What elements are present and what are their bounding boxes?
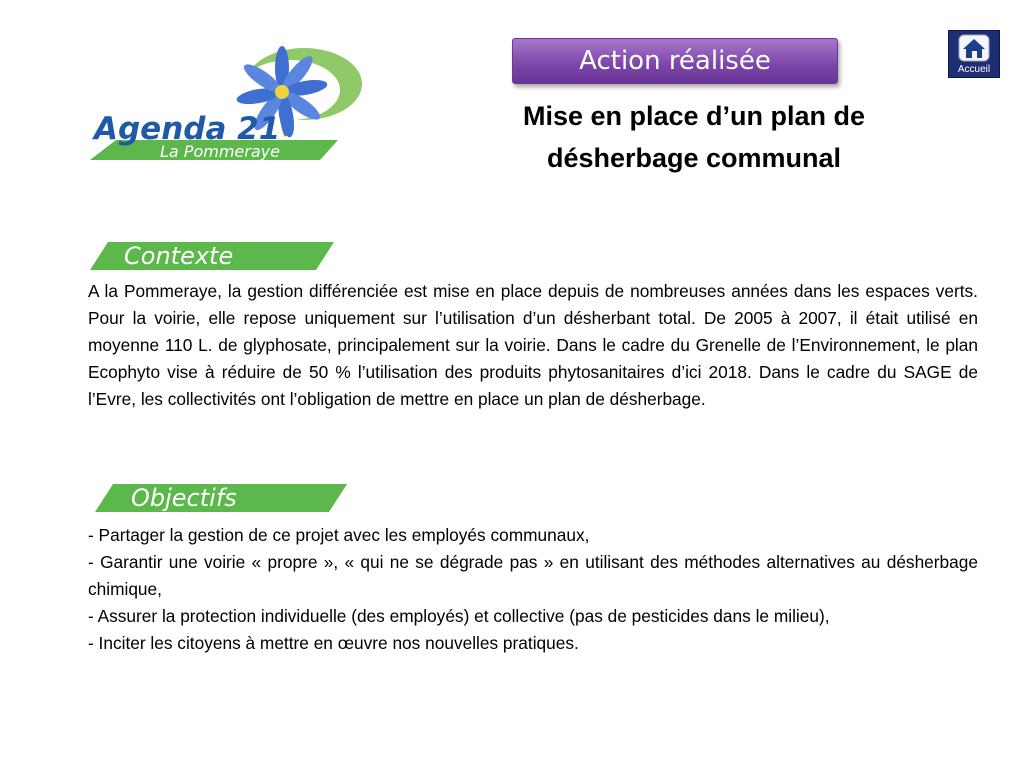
objectif-item: - Inciter les citoyens à mettre en œuvre nos nouvelles pratiques. [88, 633, 579, 653]
home-label: Accueil [957, 64, 991, 75]
objectif-item: - Assurer la protection individuelle (des employés) et collective (pas de pesticides dans le milieu), [88, 606, 830, 626]
agenda21-logo [76, 44, 366, 168]
page-title-line-1: Mise en place d’un plan de [522, 101, 866, 131]
objectifs-banner [95, 484, 347, 512]
contexte-heading: Contexte [124, 242, 234, 270]
logo-subtitle: La Pommeraye [160, 142, 280, 161]
objectif-item: - Garantir une voirie « propre », « qui ne se dégrade pas » en utilisant des méthodes alternatives au désherbage chimique, [88, 552, 978, 599]
home-icon [958, 34, 990, 62]
logo-graphic [76, 44, 366, 168]
page-title-line-2: désherbage communal [546, 143, 842, 173]
objectifs-heading: Objectifs [131, 484, 237, 512]
contexte-paragraph: A la Pommeraye, la gestion différenciée est mise en place depuis de nombreuses années dans les espaces verts. Pour la voirie, elle repose uniquement sur l’utilisation d’un désherbant total. De 2005 à 2007, il était utilisé en moyenne 110 L. de glyphosate, principalement sur la voirie. Dans le cadre du Grenelle de l’Environnement, le plan Ecophyto vise à réduire de 50 % l’utilisation des produits phytosanitaires d’ici 2018. Dans le cadre du SAGE de l’Evre, les collectivités ont l’obligation de mettre en place un plan de désherbage. [88, 281, 978, 409]
page-title [480, 95, 908, 179]
contexte-banner [90, 242, 334, 270]
objectif-item: - Partager la gestion de ce projet avec les employés communaux, [88, 525, 590, 545]
action-status-badge [512, 38, 838, 84]
action-status-label: Action réalisée [579, 46, 771, 76]
objectifs-list [88, 522, 978, 657]
logo-title: Agenda 21 [94, 111, 281, 147]
home-button[interactable] [948, 30, 1000, 78]
